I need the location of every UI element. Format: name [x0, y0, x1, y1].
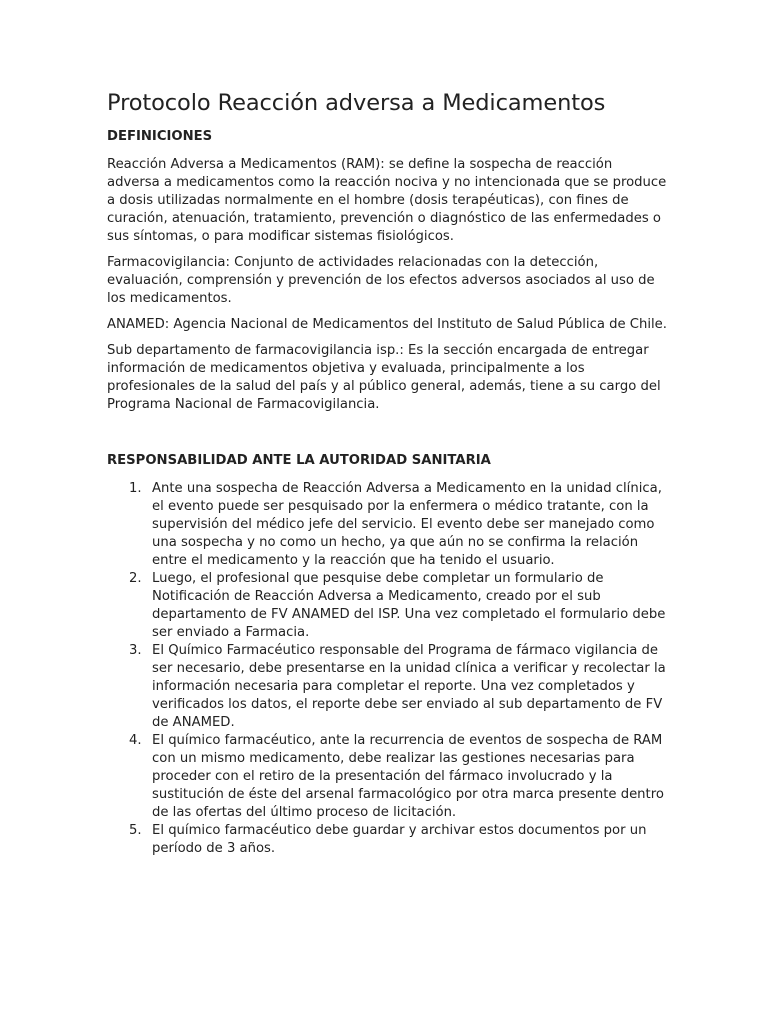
list-item-number: 5. [129, 823, 142, 838]
list-item [107, 822, 667, 858]
list-item-number: 1. [129, 481, 142, 496]
responsibility-heading: RESPONSABILIDAD ANTE LA AUTORIDAD SANITARIA [107, 453, 491, 468]
responsibility-list [107, 480, 667, 858]
list-item [107, 570, 667, 642]
list-item-number: 4. [129, 733, 142, 748]
document-page [107, 88, 667, 858]
list-item-text: Luego, el profesional que pesquise debe completar un formulario de Notificación de Reacción Adversa a Medicamento, creado por el sub departamento de FV ANAMED del ISP. Una vez completado el formulario debe ser enviado a Farmacia. [152, 571, 666, 640]
list-item-number: 2. [129, 571, 142, 586]
list-item-text: El químico farmacéutico debe guardar y archivar estos documentos por un período de 3 años. [152, 823, 647, 856]
list-item-text: Ante una sospecha de Reacción Adversa a Medicamento en la unidad clínica, el evento puede ser pesquisado por la enfermera o médico tratante, con la supervisión del médico jefe del servicio. El evento debe ser manejado como una sospecha y no como un hecho, ya que aún no se confirma la relación entre el medicamento y la reacción que ha tenido el usuario. [152, 481, 662, 568]
list-item [107, 642, 667, 732]
list-item [107, 480, 667, 570]
definition-farmacovigilancia: Farmacovigilancia: Conjunto de actividades relacionadas con la detección, evaluación, comprensión y prevención de los efectos adversos asociados al uso de los medicamentos. [107, 255, 655, 306]
list-item-text: El químico farmacéutico, ante la recurrencia de eventos de sospecha de RAM con un mismo medicamento, debe realizar las gestiones necesarias para proceder con el retiro de la presentación del fármaco involucrado y la sustitución de éste del arsenal farmacológico por otra marca presente dentro de las ofertas del último proceso de licitación. [152, 733, 664, 820]
list-item [107, 732, 667, 822]
definition-subdepartamento: Sub departamento de farmacovigilancia isp.: Es la sección encargada de entregar información de medicamentos objetiva y evaluada, principalmente a los profesionales de la salud del país y al público general, además, tiene a su cargo del Programa Nacional de Farmacovigilancia. [107, 343, 661, 412]
definition-anamed: ANAMED: Agencia Nacional de Medicamentos del Instituto de Salud Pública de Chile. [107, 317, 667, 332]
definition-ram: Reacción Adversa a Medicamentos (RAM): se define la sospecha de reacción adversa a medicamentos como la reacción nociva y no intencionada que se produce a dosis utilizadas normalmente en el hombre (dosis terapéuticas), con fines de curación, atenuación, tratamiento, prevención o diagnóstico de las enfermedades o sus síntomas, o para modificar sistemas fisiológicos. [107, 157, 667, 244]
list-item-text: El Químico Farmacéutico responsable del Programa de fármaco vigilancia de ser necesario, debe presentarse en la unidad clínica a verificar y recolectar la información necesaria para completar el reporte. Una vez completados y verificados los datos, el reporte debe ser enviado al sub departamento de FV de ANAMED. [152, 643, 666, 730]
document-title: Protocolo Reacción adversa a Medicamentos [107, 90, 606, 116]
list-item-number: 3. [129, 643, 142, 658]
definitions-heading: DEFINICIONES [107, 129, 213, 144]
